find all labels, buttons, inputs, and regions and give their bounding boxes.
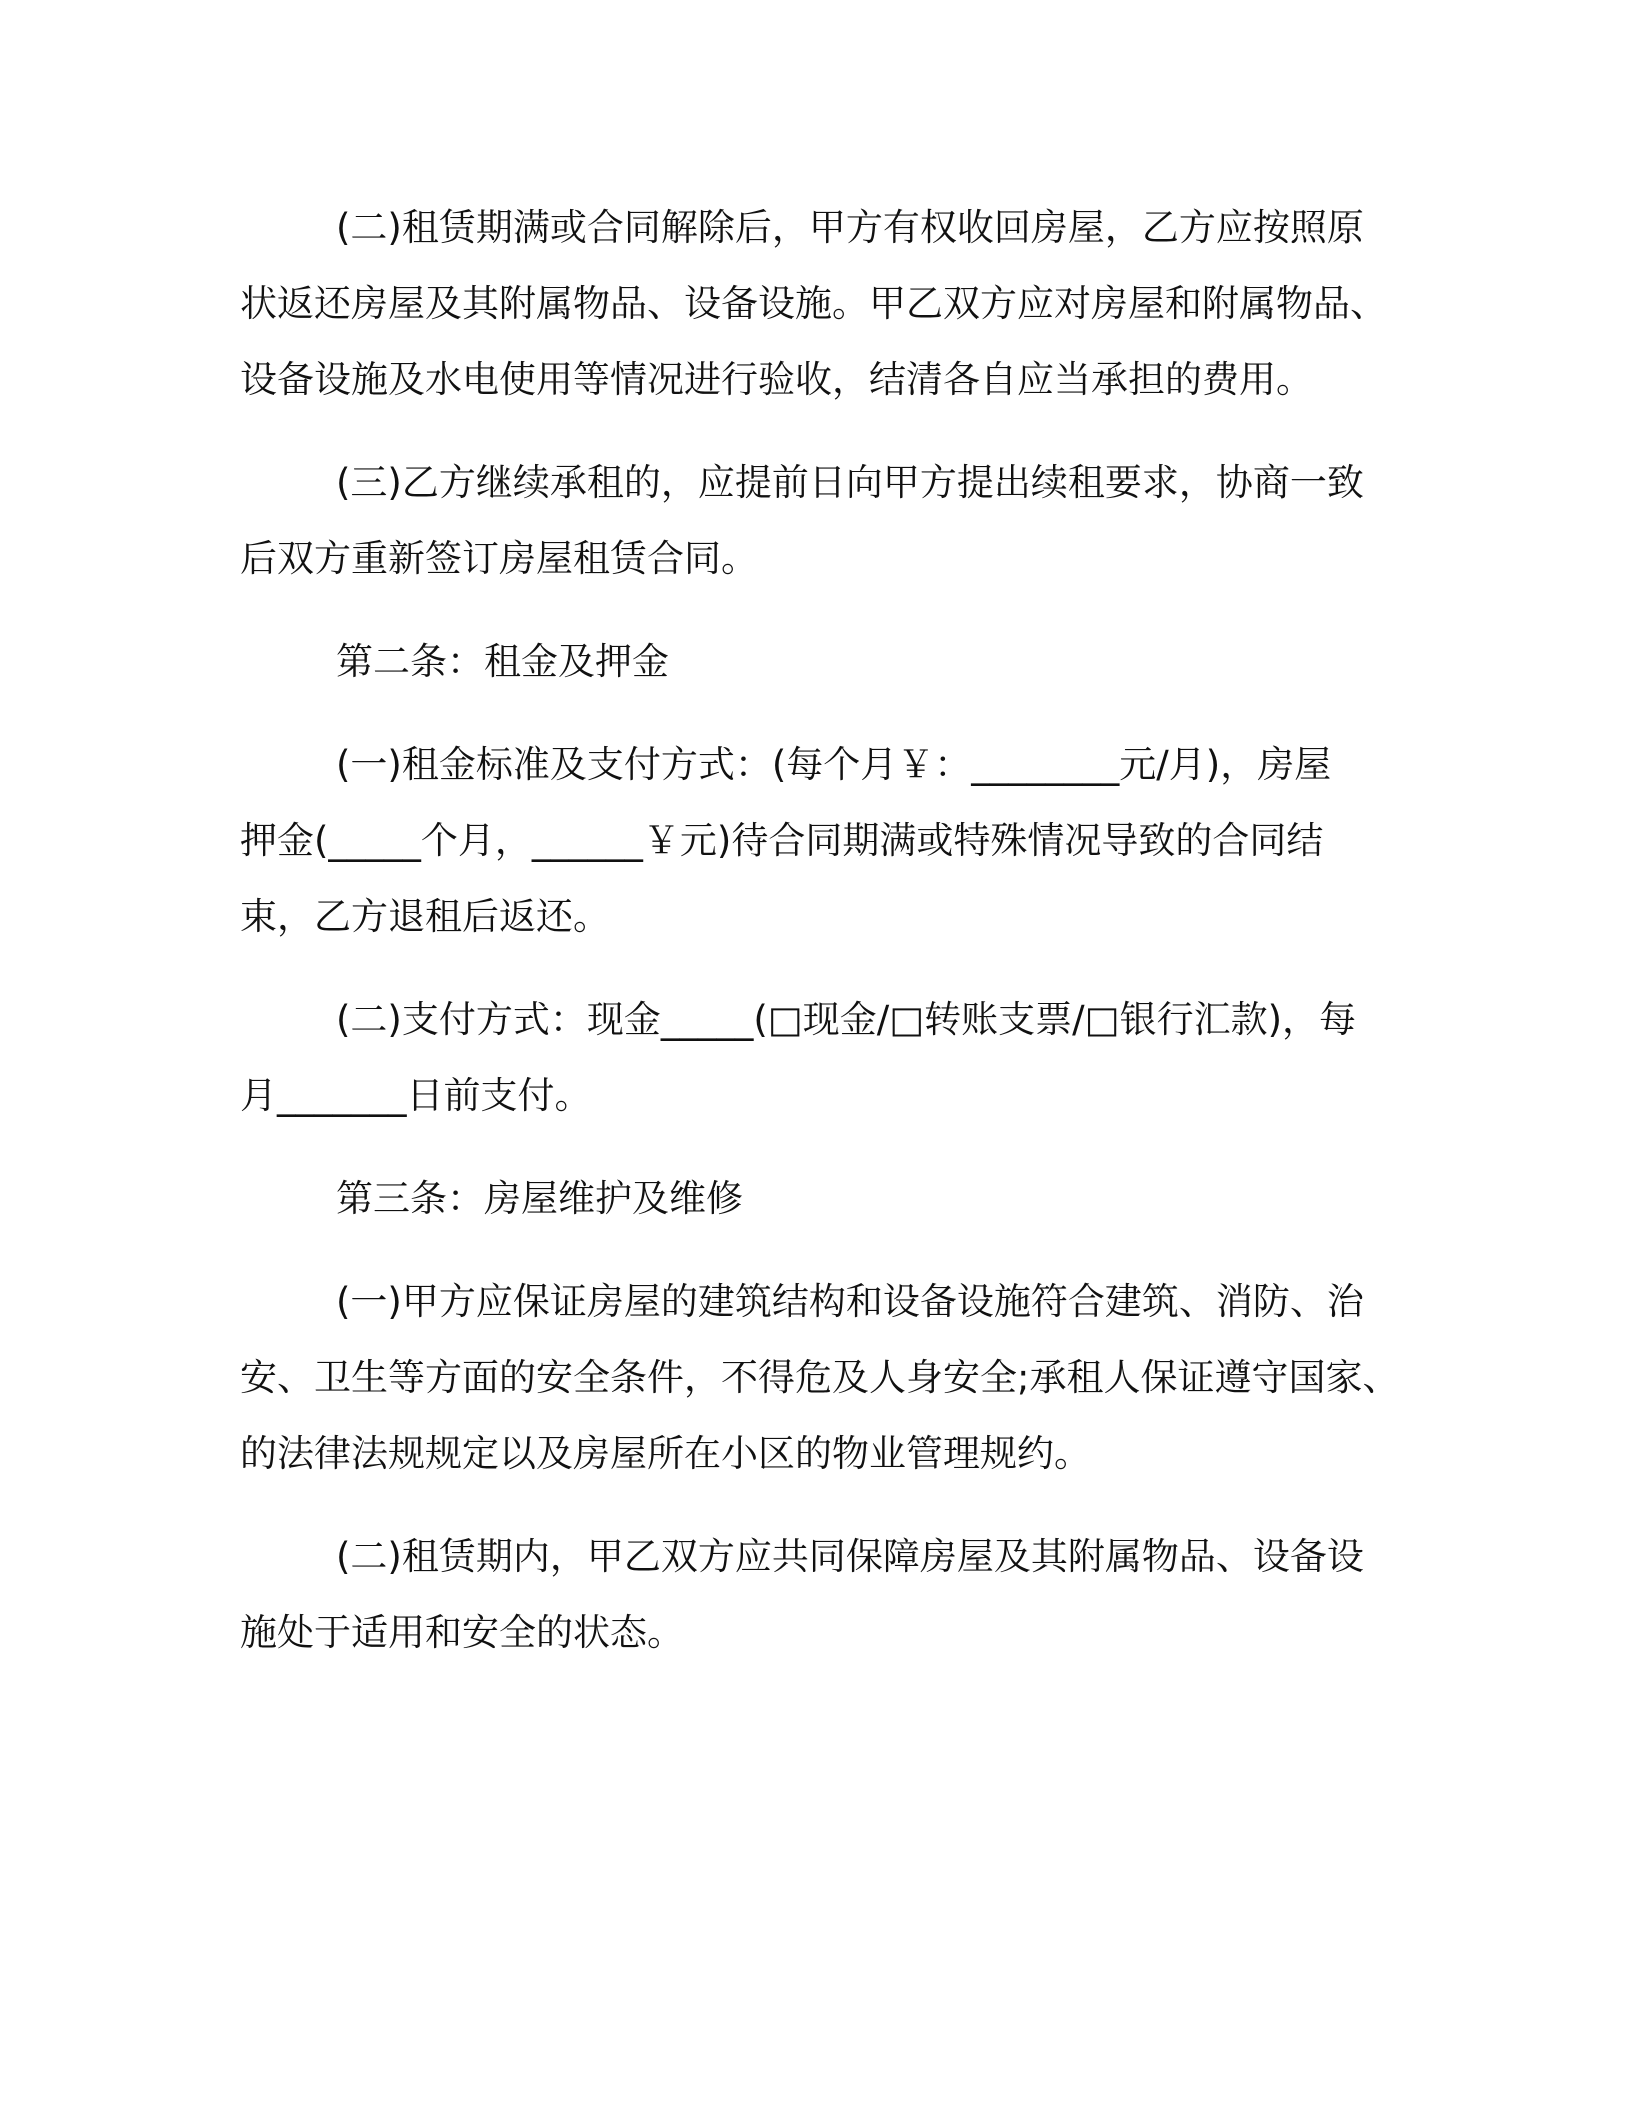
text-line: (二)租赁期满或合同解除后，甲方有权收回房屋，乙方应按照原 [336, 206, 1364, 249]
text-line: 状返还房屋及其附属物品、设备设施。甲乙双方应对房屋和附属物品、 [240, 282, 1387, 325]
paragraph-lease-renewal [240, 445, 1380, 597]
text-line: 的法律法规规定以及房屋所在小区的物业管理规约。 [240, 1432, 1091, 1475]
document-body [240, 190, 1400, 1698]
paragraph-joint-maintenance [240, 1519, 1380, 1671]
text-line: 后双方重新签订房屋租赁合同。 [240, 537, 758, 580]
text-line: (一)租金标准及支付方式：(每个月￥：________元/月)，房屋 [336, 743, 1332, 786]
paragraph-payment-method [240, 982, 1380, 1134]
text-line: 押金(_____个月，______￥元)待合同期满或特殊情况导致的合同结 [240, 819, 1324, 862]
paragraph-return-of-premises [240, 190, 1387, 418]
text-line: 束，乙方退租后返还。 [240, 895, 610, 938]
text-line: (三)乙方继续承租的，应提前日向甲方提出续租要求，协商一致 [336, 461, 1364, 504]
paragraph-building-safety [240, 1264, 1400, 1492]
text-line: (二)租赁期内，甲乙双方应共同保障房屋及其附属物品、设备设 [336, 1535, 1364, 1578]
text-line: (二)支付方式：现金_____(□现金/□转账支票/□银行汇款)，每 [336, 998, 1357, 1041]
text-line: 设备设施及水电使用等情况进行验收，结清各自应当承担的费用。 [240, 358, 1313, 401]
section-heading-maintenance: 第三条：房屋维护及维修 [336, 1177, 743, 1220]
section-heading-rent-deposit: 第二条：租金及押金 [336, 640, 669, 683]
text-line: 月_______日前支付。 [240, 1074, 592, 1117]
text-line: 安、卫生等方面的安全条件，不得危及人身安全;承租人保证遵守国家、 [240, 1356, 1400, 1399]
text-line: 施处于适用和安全的状态。 [240, 1611, 684, 1654]
paragraph-rent-standard [240, 727, 1380, 955]
text-line: (一)甲方应保证房屋的建筑结构和设备设施符合建筑、消防、治 [336, 1280, 1364, 1323]
